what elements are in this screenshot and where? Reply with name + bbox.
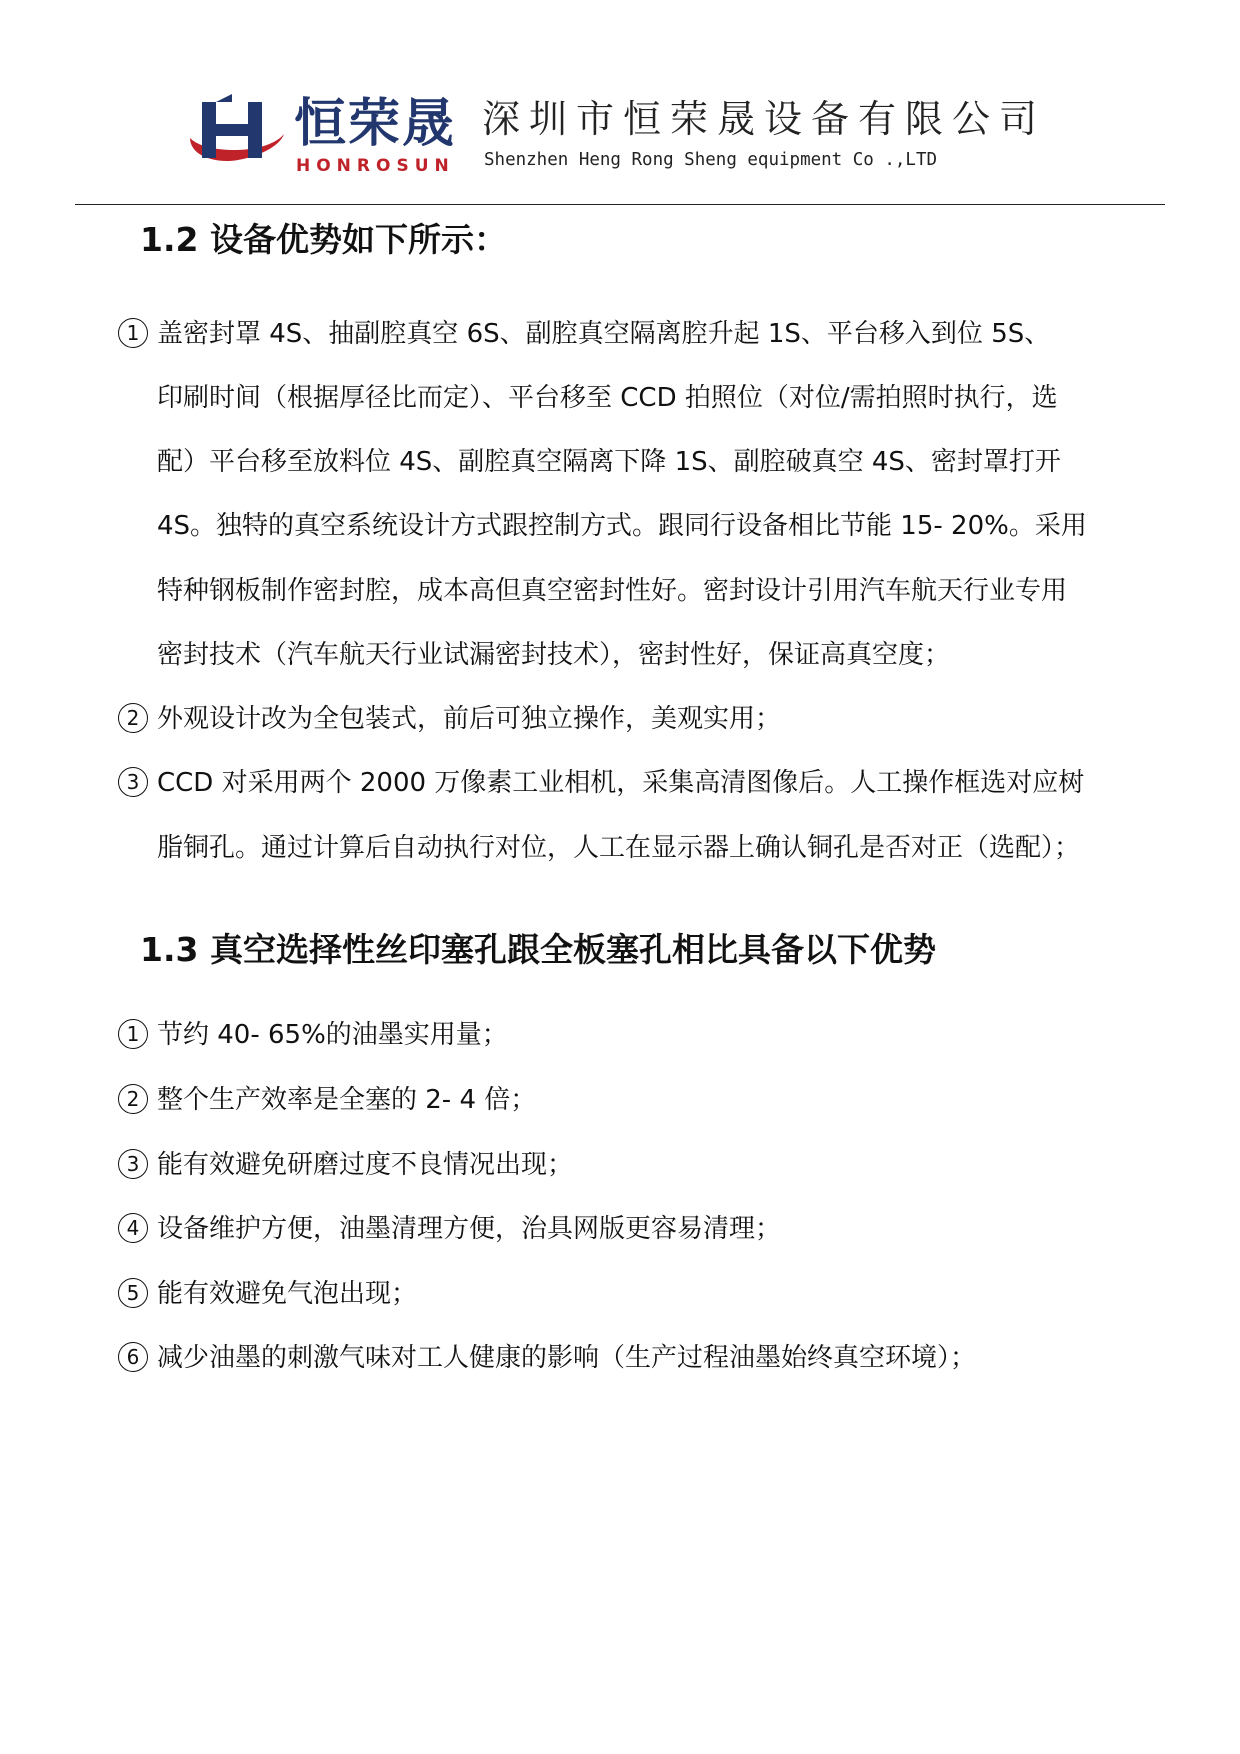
list-item: 能有效避免气泡出现； [157,1279,418,1309]
item-number-badge: 1 [118,318,148,348]
section-heading: 1.3 真空选择性丝印塞孔跟全板塞孔相比具备以下优势 [140,930,936,969]
item-number-badge: 2 [118,1084,148,1114]
list-item: 能有效避免研磨过度不良情况出现； [157,1150,574,1180]
section-heading: 1.2 设备优势如下所示： [140,220,507,259]
paragraph-line: CCD 对采用两个 2000 万像素工业相机，采集高清图像后。人工操作框选对应树 [157,768,1085,798]
paragraph-line: 4S。独特的真空系统设计方式跟控制方式。跟同行设备相比节能 15- 20%。采用 [157,511,1087,541]
item-number-badge: 2 [118,703,148,733]
company-name-cn: 深圳市恒荣晟设备有限公司 [482,97,1047,141]
item-number-badge: 6 [118,1342,148,1372]
item-number-badge: 4 [118,1213,148,1243]
list-item: 节约 40- 65%的油墨实用量； [157,1020,508,1050]
paragraph-line: 配）平台移至放料位 4S、副腔真空隔离下降 1S、副腔破真空 4S、密封罩打开 [157,447,1061,477]
paragraph-line: 特种钢板制作密封腔，成本高但真空密封性好。密封设计引用汽车航天行业专用 [157,576,1068,606]
list-item: 减少油墨的刺激气味对工人健康的影响（生产过程油墨始终真空环境）； [157,1343,977,1373]
brand-name-cn: 恒荣晟 [294,94,457,154]
item-number-badge: 5 [118,1278,148,1308]
company-logo-icon [186,94,288,174]
paragraph-line: 脂铜孔。通过计算后自动执行对位，人工在显示器上确认铜孔是否对正（选配）； [157,833,1081,863]
paragraph-line: 印刷时间（根据厚径比而定）、平台移至 CCD 拍照位（对位/需拍照时执行，选 [157,383,1058,413]
header-divider [75,204,1165,205]
paragraph-line: 密封技术（汽车航天行业试漏密封技术），密封性好，保证高真空度； [157,640,951,670]
item-number-badge: 3 [118,767,148,797]
list-item: 设备维护方便，油墨清理方便，治具网版更容易清理； [157,1214,782,1244]
paragraph-line: 盖密封罩 4S、抽副腔真空 6S、副腔真空隔离腔升起 1S、平台移入到位 5S、 [157,319,1051,349]
letterhead [186,88,1056,188]
paragraph-line: 外观设计改为全包装式，前后可独立操作，美观实用； [157,704,782,734]
brand-name-en: HONROSUN [296,156,455,176]
item-number-badge: 1 [118,1019,148,1049]
company-name-en: Shenzhen Heng Rong Sheng equipment Co .,LTD [484,150,938,170]
list-item: 整个生产效率是全塞的 2- 4 倍； [157,1085,537,1115]
item-number-badge: 3 [118,1149,148,1179]
